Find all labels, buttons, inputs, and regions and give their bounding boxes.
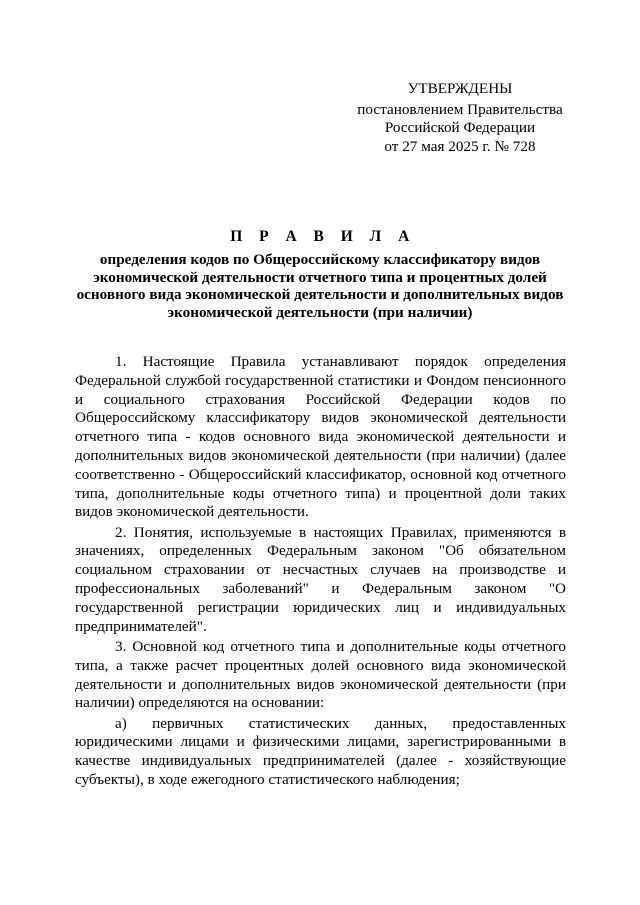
approval-heading: УТВЕРЖДЕНЫ: [407, 80, 513, 97]
document-subtitle: [70, 251, 570, 321]
subtitle-line: экономической деятельности (при наличии): [167, 303, 473, 321]
subtitle-line: основного вида экономической деятельности и дополнительных видов: [76, 286, 564, 304]
subtitle-line: экономической деятельности отчетного типа и процентных долей: [93, 268, 547, 286]
paragraph-3a: а) первичных статистических данных, предоставленных юридическими лицами и физическими лицами, зарегистрированными в качестве индивидуальных предпринимателей (далее - хозяйствующие субъекты), в ходе ежегодного статистического наблюдения;: [75, 714, 566, 789]
document-body: [75, 353, 566, 791]
approval-stamp: [330, 80, 590, 156]
subtitle-line: определения кодов по Общероссийскому классификатору видов: [99, 251, 541, 268]
document-title: П Р А В И Л А: [230, 228, 416, 245]
approval-line-resolution: постановлением Правительства: [357, 100, 563, 118]
paragraph-3: 3. Основной код отчетного типа и дополнительные коды отчетного типа, а также расчет процентных долей основного вида экономической деятельности и дополнительных видов экономической деятельности (при наличии) определяются на основании:: [75, 637, 566, 712]
approval-line-country: Российской Федерации: [384, 119, 536, 137]
paragraph-2: 2. Понятия, используемые в настоящих Правилах, применяются в значениях, определенных Федеральным законом "Об обязательном социальном страховании от несчастных случаев на производстве и профессиональных заболеваний" и Федеральным законом "О государственной регистрации юридических лиц и индивидуальных предпринимателей".: [75, 523, 566, 635]
paragraph-1: 1. Настоящие Правила устанавливают порядок определения Федеральной службой государственной статистики и Фондом пенсионного и социального страхования Российской Федерации кодов по Общероссийскому классификатору видов экономической деятельности отчетного типа - кодов основного вида экономической деятельности и дополнительных видов экономической деятельности (при наличии) (далее соответственно - Общероссийский классификатор, основной код отчетного типа, дополнительные коды отчетного типа) и процентной доли таких видов экономической деятельности.: [75, 353, 566, 521]
approval-line-date: от 27 мая 2025 г. № 728: [384, 137, 536, 155]
